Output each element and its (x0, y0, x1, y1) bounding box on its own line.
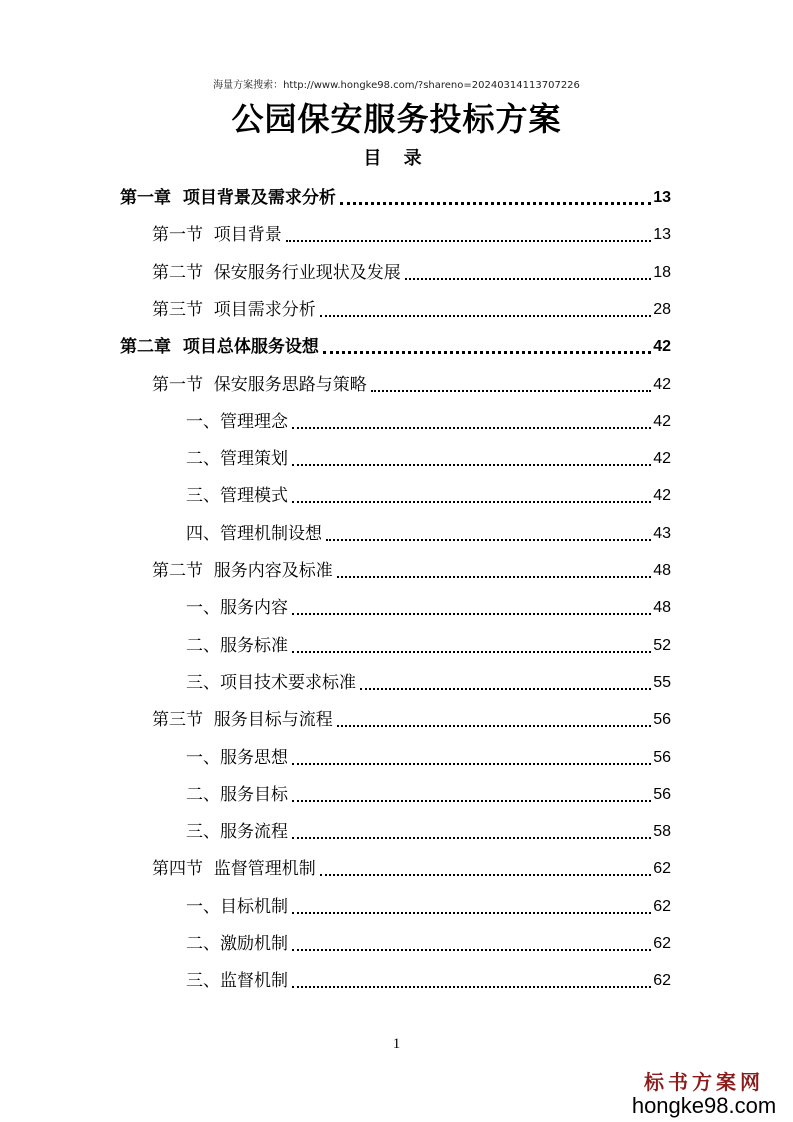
toc-dot-leader (360, 686, 651, 690)
toc-dot-leader (292, 425, 651, 429)
toc-entry-chapter[interactable] (120, 325, 671, 362)
toc-entry-title: 二、服务标准 (186, 635, 288, 656)
toc-dot-leader (337, 574, 651, 578)
toc-entry-item[interactable] (186, 736, 671, 773)
toc-entry-page: 62 (653, 860, 671, 878)
toc-entry-page: 48 (653, 599, 671, 617)
toc-entry-item[interactable] (186, 400, 671, 437)
toc-entry-item[interactable] (186, 885, 671, 922)
toc-entry-item[interactable] (186, 959, 671, 996)
toc-dot-leader (292, 611, 651, 615)
toc-entry-title: 第二节 服务内容及标准 (152, 561, 333, 581)
toc-dot-leader (292, 910, 651, 914)
toc-dot-leader (292, 761, 651, 765)
toc-entry-page: 18 (653, 263, 671, 281)
toc-entry-item[interactable] (186, 773, 671, 810)
toc-entry-section[interactable] (152, 847, 671, 884)
toc-entry-section[interactable] (152, 213, 671, 250)
toc-entry-title: 二、激励机制 (186, 934, 288, 954)
toc-entry-page: 42 (653, 375, 671, 393)
toc-entry-page: 48 (653, 562, 671, 579)
toc-entry-title: 第二节 保安服务行业现状及发展 (152, 262, 401, 283)
watermark-logo (629, 1066, 779, 1119)
toc-entry-title: 三、服务流程 (186, 822, 288, 843)
toc-entry-title: 一、服务内容 (186, 598, 288, 619)
toc-entry-page: 42 (653, 412, 671, 430)
toc-dot-leader (292, 835, 651, 839)
watermark-cn-text: 标书方案网 (644, 1070, 764, 1094)
watermark-en-text: hongke98.com (631, 1093, 777, 1118)
toc-entry-title: 第一节 项目背景 (152, 225, 282, 246)
toc-entry-item[interactable] (186, 437, 671, 474)
toc-entry-page: 58 (653, 823, 671, 841)
toc-dot-leader (320, 872, 651, 876)
toc-dot-leader (292, 499, 651, 503)
toc-dot-leader (286, 238, 651, 242)
toc-dot-leader (405, 276, 651, 280)
toc-entry-title: 第一节 保安服务思路与策略 (152, 374, 367, 395)
toc-entry-title: 二、管理策划 (186, 449, 288, 470)
toc-dot-leader (340, 200, 651, 205)
toc-entry-page: 56 (653, 785, 671, 803)
toc-entry-item[interactable] (186, 512, 671, 549)
toc-entry-section[interactable] (152, 251, 671, 288)
toc-entry-page: 42 (653, 487, 671, 505)
toc-dot-leader (292, 947, 651, 951)
toc-entry-title: 四、管理机制设想 (186, 523, 322, 544)
toc-entry-page: 28 (653, 300, 671, 318)
toc-dot-leader (326, 537, 651, 541)
toc-entry-title: 一、目标机制 (186, 896, 288, 917)
toc-entry-item[interactable] (186, 922, 671, 959)
toc-dot-leader (292, 798, 651, 802)
toc-dot-leader (292, 649, 651, 653)
toc-entry-title: 第二章 项目总体服务设想 (120, 337, 319, 358)
toc-entry-page: 52 (653, 636, 671, 654)
toc-entry-item[interactable] (186, 586, 671, 623)
toc-entry-title: 第四节 监督管理机制 (152, 859, 316, 880)
toc-entry-page: 13 (653, 226, 671, 244)
toc-entry-page: 56 (653, 711, 671, 729)
toc-entry-section[interactable] (152, 363, 671, 400)
toc-entry-page: 55 (653, 673, 671, 691)
source-search-line: 海量方案搜索：http://www.hongke98.com/?shareno=20240314113707226 (213, 80, 580, 91)
toc-entry-title: 三、管理模式 (186, 486, 288, 507)
toc-heading: 目 录 (363, 148, 430, 169)
toc-entry-section[interactable] (152, 549, 671, 586)
toc-entry-title: 第三节 服务目标与流程 (152, 710, 333, 731)
toc-entry-page: 42 (653, 450, 671, 468)
toc-entry-page: 42 (653, 338, 671, 356)
toc-entry-item[interactable] (186, 474, 671, 511)
toc-entry-page: 62 (653, 897, 671, 915)
toc-entry-title: 二、服务目标 (186, 784, 288, 805)
toc-entry-item[interactable] (186, 810, 671, 847)
toc-entry-title: 三、监督机制 (186, 971, 288, 992)
toc-dot-leader (292, 462, 651, 466)
toc-dot-leader (292, 984, 651, 988)
toc-entry-item[interactable] (186, 661, 671, 698)
document-title: 公园保安服务投标方案 (231, 100, 562, 138)
toc-entry-title: 第一章 项目背景及需求分析 (120, 188, 336, 208)
page-number: 1 (392, 1036, 401, 1052)
toc-dot-leader (323, 349, 651, 354)
toc-entry-section[interactable] (152, 698, 671, 735)
toc-entry-section[interactable] (152, 288, 671, 325)
toc-dot-leader (337, 723, 651, 727)
toc-entry-title: 三、项目技术要求标准 (186, 672, 356, 693)
toc-entry-title: 第三节 项目需求分析 (152, 299, 316, 320)
toc-entry-page: 62 (653, 935, 671, 952)
toc-entry-item[interactable] (186, 624, 671, 661)
toc-entry-page: 43 (653, 524, 671, 542)
toc-entry-title: 一、服务思想 (186, 747, 288, 768)
toc-entry-page: 56 (653, 748, 671, 766)
toc-dot-leader (320, 313, 651, 317)
toc-entry-page: 13 (653, 189, 671, 206)
toc-entry-title: 一、管理理念 (186, 411, 288, 432)
toc-entry-chapter[interactable] (120, 176, 671, 213)
toc-dot-leader (371, 388, 651, 392)
toc-entry-page: 62 (653, 972, 671, 990)
